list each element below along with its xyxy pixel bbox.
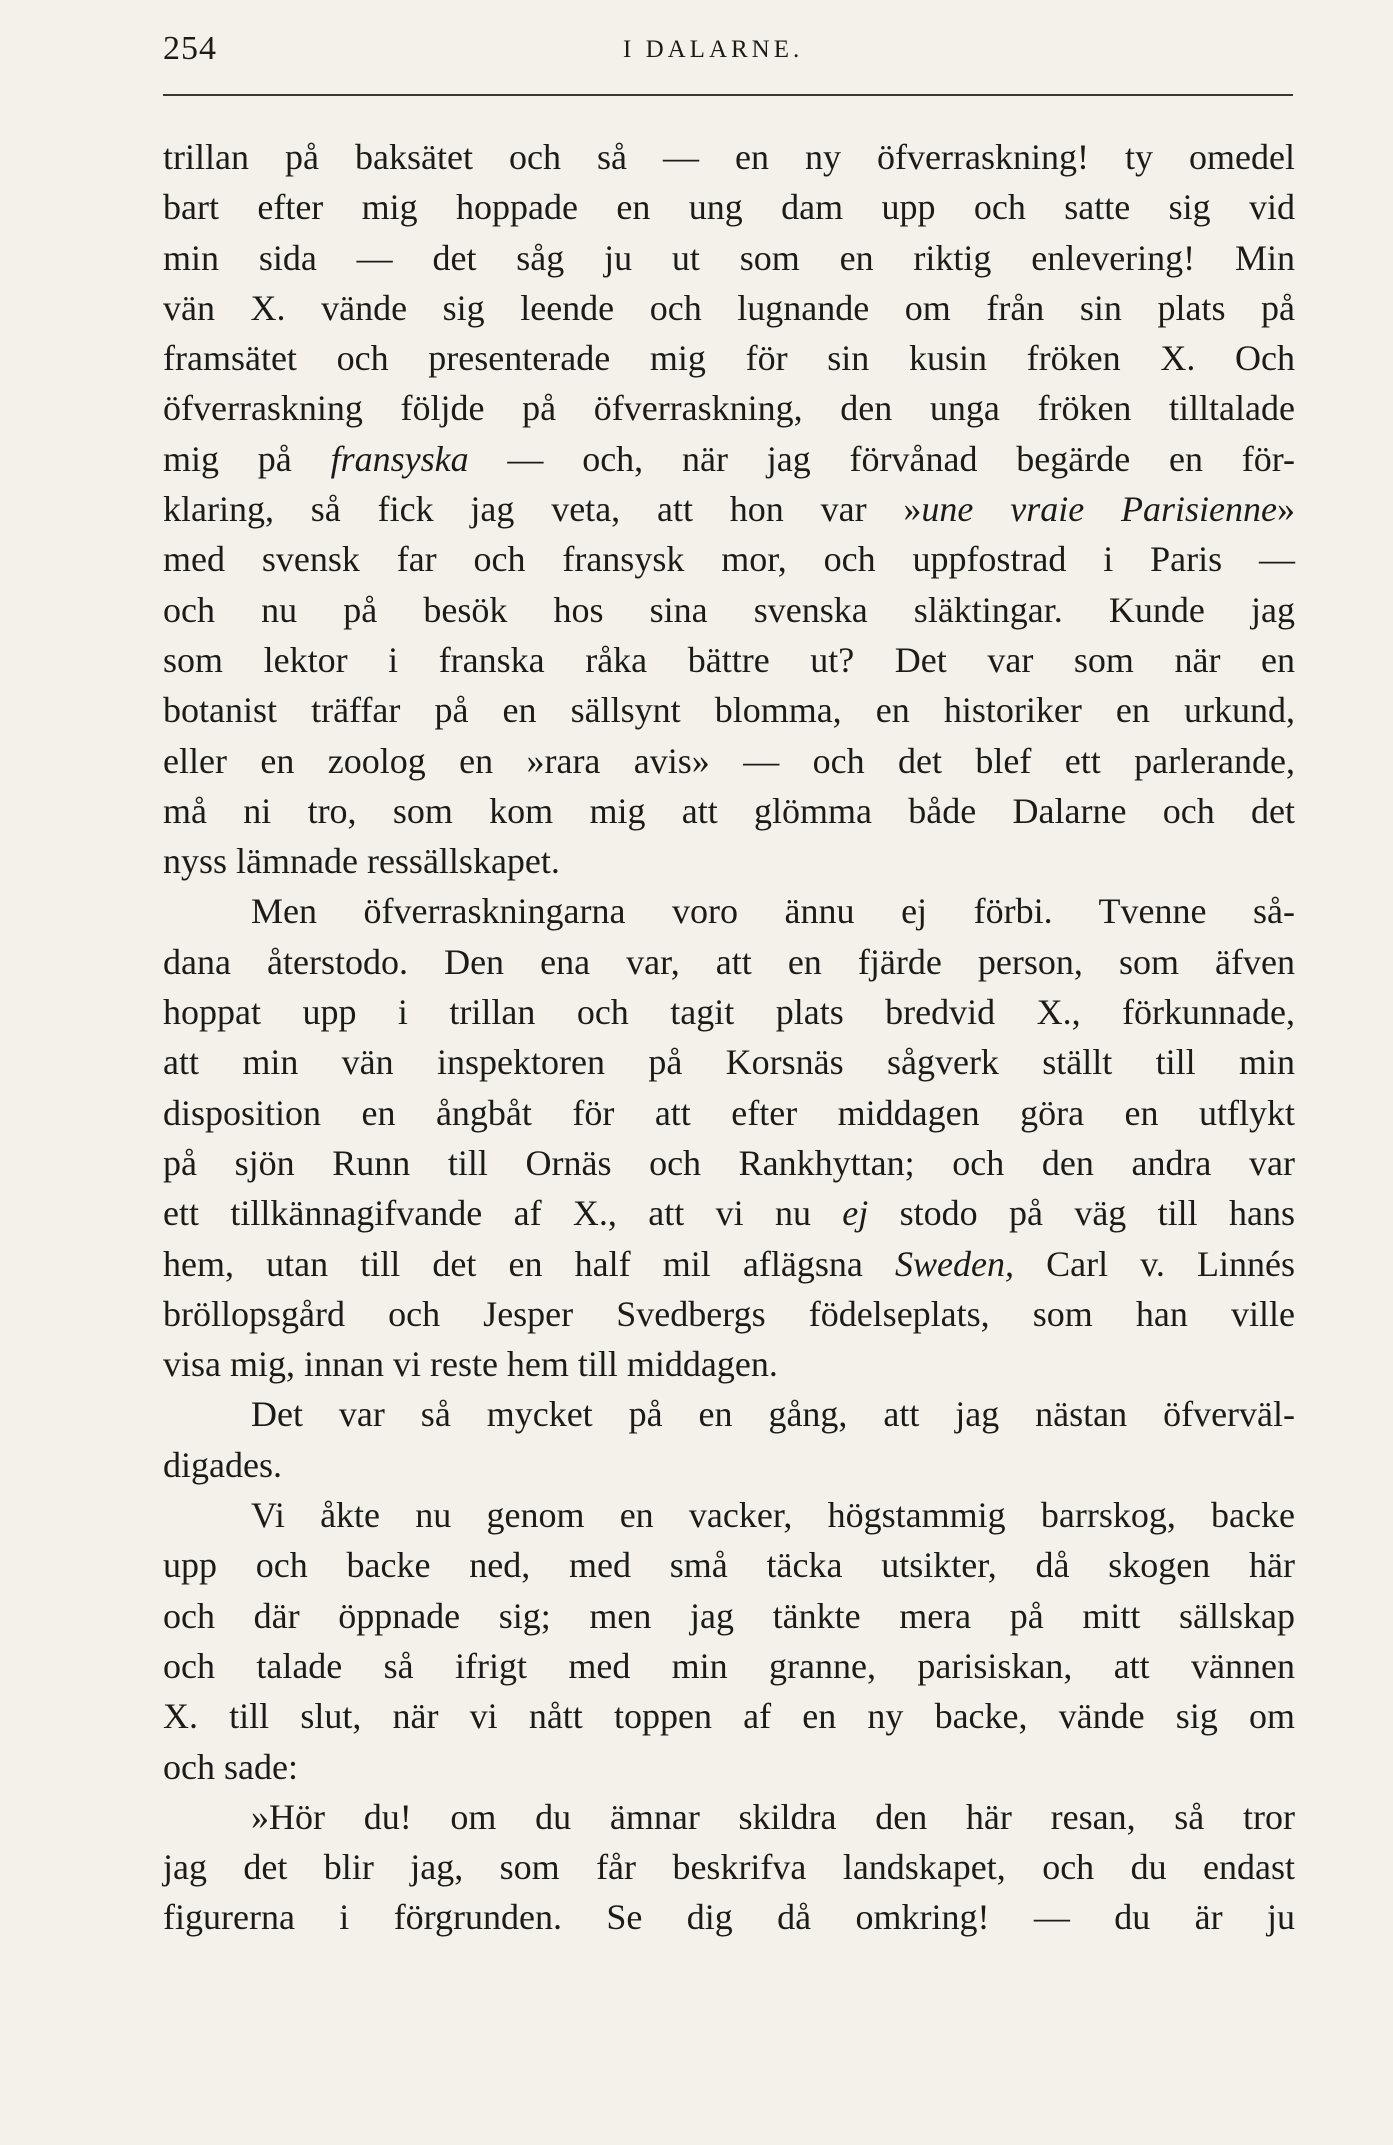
text-line: som lektor i franska råka bättre ut? Det var som när en [163, 639, 1295, 680]
text-line: på sjön Runn till Ornäs och Rankhyttan; och den andra var [163, 1142, 1295, 1183]
text-line: X. till slut, när vi nått toppen af en ny backe, vände sig om [163, 1696, 1295, 1737]
text-line: eller en zoolog en »rara avis» — och det blef ett parlerande, [163, 740, 1295, 781]
italic-word: fransyska [330, 438, 469, 479]
text-line: och nu på besök hos sina svenska släktingar. Kunde jag [163, 589, 1295, 630]
text-line: dana återstodo. Den ena var, att en fjärde person, som äfven [163, 941, 1295, 982]
text-line: Vi åkte nu genom en vacker, högstammig barrskog, backe [251, 1495, 1295, 1536]
text-line: att min vän inspektoren på Korsnäs sågverk ställt till min [163, 1042, 1295, 1083]
body-text [163, 132, 1295, 1943]
text-line: jag det blir jag, som får beskrifva landskapet, och du endast [163, 1847, 1295, 1888]
text-line: visa mig, innan vi reste hem till middagen. [163, 1344, 778, 1385]
text-line: nyss lämnade ressällskapet. [163, 841, 560, 882]
text-line: min sida — det såg ju ut som en riktig enlevering! Min [163, 237, 1295, 278]
text-line: hoppat upp i trillan och tagit plats bredvid X., förkunnade, [163, 992, 1295, 1033]
running-title: I DALARNE. [623, 36, 804, 63]
page-header [163, 30, 1293, 70]
text-line: öfverraskning följde på öfverraskning, den unga fröken tilltalade [163, 388, 1295, 429]
text-line: bart efter mig hoppade en ung dam upp och satte sig vid [163, 187, 1295, 228]
text-line: klaring, så fick jag veta, att hon var »une vraie Parisienne» [163, 489, 1295, 530]
italic-word: Sweden, [894, 1243, 1014, 1284]
text-line: Men öfverraskningarna voro ännu ej förbi. Tvenne så- [251, 891, 1295, 932]
text-line: framsätet och presenterade mig för sin kusin fröken X. Och [163, 338, 1295, 379]
text-line: »Hör du! om du ämnar skildra den här resan, så tror [251, 1796, 1295, 1837]
text-line: må ni tro, som kom mig att glömma både Dalarne och det [163, 790, 1295, 831]
text-line: trillan på baksätet och så — en ny öfverraskning! ty omedel [163, 137, 1295, 177]
text-line: och sade: [163, 1746, 298, 1787]
text-line: digades. [163, 1444, 282, 1485]
text-line: ett tillkännagifvande af X., att vi nu ej stodo på väg till hans [163, 1193, 1295, 1234]
text-line: bröllopsgård och Jesper Svedbergs födelseplats, som han ville [163, 1293, 1295, 1334]
text-line: mig på fransyska — och, när jag förvånad begärde en för- [163, 438, 1295, 479]
text-line: figurerna i förgrunden. Se dig då omkring! — du är ju [163, 1897, 1295, 1938]
text-line: med svensk far och fransysk mor, och uppfostrad i Paris — [163, 539, 1295, 580]
text-line: hem, utan till det en half mil aflägsna Sweden, Carl v. Linnés [163, 1243, 1296, 1284]
header-rule [163, 94, 1293, 96]
text-line: och talade så ifrigt med min granne, parisiskan, att vännen [163, 1645, 1295, 1686]
text-line: disposition en ångbåt för att efter middagen göra en utflykt [163, 1092, 1295, 1133]
text-line: Det var så mycket på en gång, att jag nästan öfverväl- [251, 1394, 1295, 1435]
italic-word: ej [842, 1193, 869, 1234]
text-line: botanist träffar på en sällsynt blomma, en historiker en urkund, [163, 690, 1295, 731]
text-line: vän X. vände sig leende och lugnande om från sin plats på [163, 287, 1295, 328]
text-line: och där öppnade sig; men jag tänkte mera på mitt sällskap [163, 1595, 1295, 1636]
italic-phrase: une vraie Parisienne [921, 489, 1277, 530]
text-line: upp och backe ned, med små täcka utsikter, då skogen här [163, 1545, 1295, 1586]
page-number: 254 [163, 30, 217, 67]
